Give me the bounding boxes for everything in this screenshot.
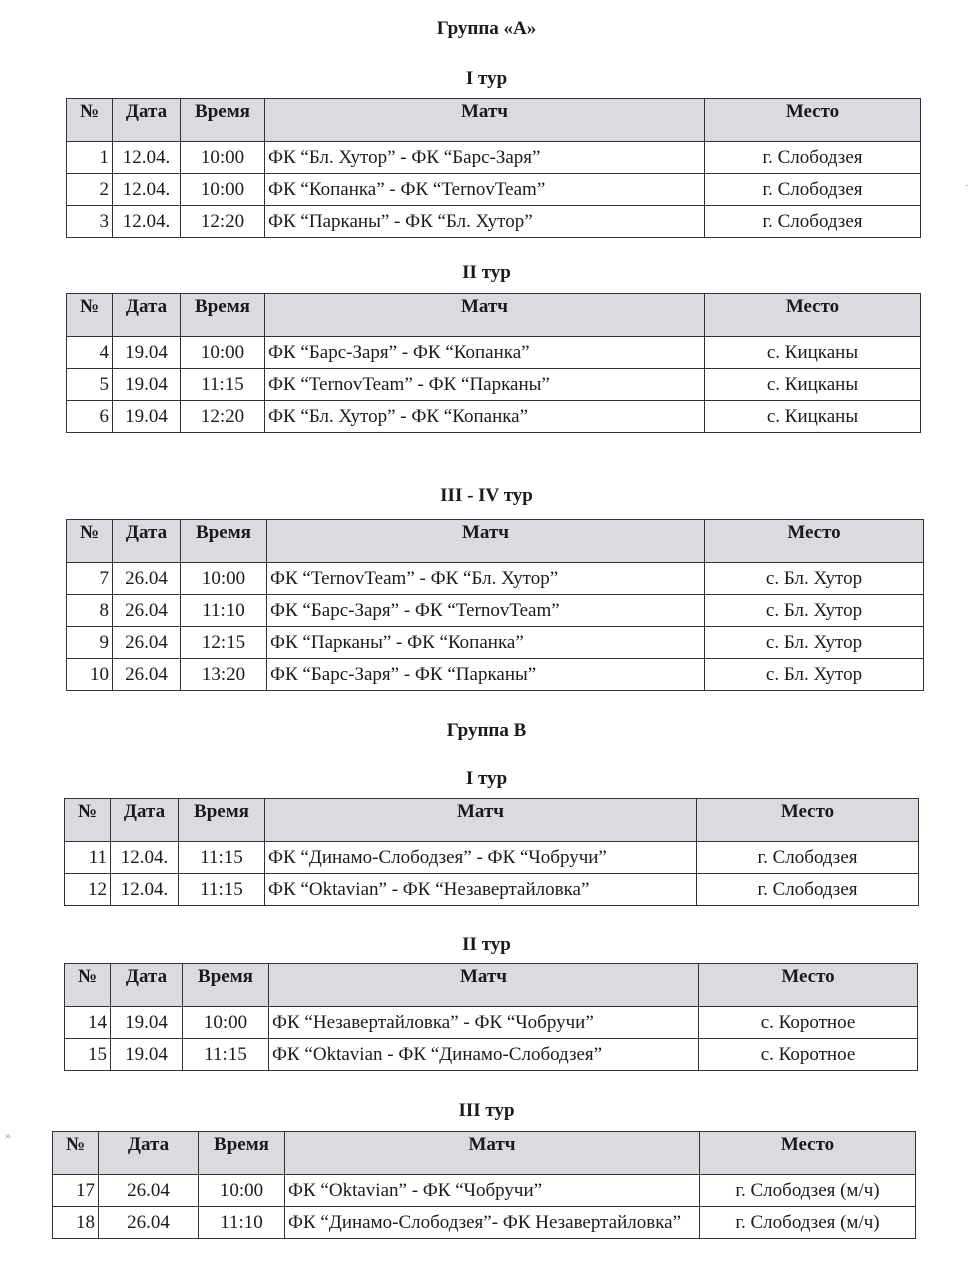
header-date: Дата: [99, 1132, 199, 1175]
header-date: Дата: [111, 964, 183, 1007]
row-place: с. Кицканы: [705, 369, 921, 401]
header-place: Место: [705, 99, 921, 142]
table-header-row: [67, 99, 921, 142]
row-place: с. Бл. Хутор: [705, 595, 924, 627]
row-date: 12.04.: [113, 142, 181, 174]
row-match: ФК “Незавертайловка” - ФК “Чобручи”: [269, 1007, 699, 1039]
group-b-title: Группа В: [446, 720, 527, 741]
row-place: с. Коротное: [699, 1007, 918, 1039]
row-time: 12:15: [181, 627, 267, 659]
row-place: г. Слободзея: [697, 842, 919, 874]
row-place: г. Слободзея: [697, 874, 919, 906]
table-row: [65, 1039, 918, 1071]
row-time: 10:00: [183, 1007, 269, 1039]
row-date: 19.04: [111, 1039, 183, 1071]
tour-title: III тур: [458, 1100, 515, 1121]
row-place: с. Бл. Хутор: [705, 659, 924, 691]
row-place: с. Коротное: [699, 1039, 918, 1071]
row-time: 11:15: [179, 842, 265, 874]
row-number: 10: [67, 659, 113, 691]
row-number: 3: [67, 206, 113, 238]
row-number: 11: [65, 842, 111, 874]
table-row: [67, 563, 924, 595]
row-number: 14: [65, 1007, 111, 1039]
table-header-row: [53, 1132, 916, 1175]
row-date: 26.04: [113, 595, 181, 627]
header-number: №: [67, 520, 113, 563]
header-place: Место: [700, 1132, 916, 1175]
table-header-row: [67, 294, 921, 337]
row-time: 10:00: [181, 174, 265, 206]
header-date: Дата: [113, 294, 181, 337]
header-number: №: [67, 294, 113, 337]
header-place: Место: [699, 964, 918, 1007]
row-number: 17: [53, 1175, 99, 1207]
schedule-table: [64, 963, 918, 1071]
header-number: №: [65, 964, 111, 1007]
row-date: 19.04: [113, 369, 181, 401]
table-row: [65, 874, 919, 906]
tour-title: I тур: [465, 68, 508, 89]
schedule-table: [52, 1131, 916, 1239]
row-number: 5: [67, 369, 113, 401]
row-number: 1: [67, 142, 113, 174]
row-match: ФК “Бл. Хутор” - ФК “Копанка”: [265, 401, 705, 433]
row-time: 13:20: [181, 659, 267, 691]
row-time: 10:00: [199, 1175, 285, 1207]
row-date: 19.04: [113, 401, 181, 433]
row-date: 19.04: [113, 337, 181, 369]
header-date: Дата: [113, 99, 181, 142]
row-number: 12: [65, 874, 111, 906]
table-row: [67, 142, 921, 174]
row-date: 26.04: [99, 1175, 199, 1207]
table-row: [67, 659, 924, 691]
row-place: г. Слободзея: [705, 206, 921, 238]
row-place: г. Слободзея (м/ч): [700, 1207, 916, 1239]
header-time: Время: [181, 520, 267, 563]
row-number: 8: [67, 595, 113, 627]
row-place: с. Бл. Хутор: [705, 627, 924, 659]
tour-title: I тур: [465, 768, 508, 789]
header-match: Матч: [265, 799, 697, 842]
row-match: ФК “Динамо-Слободзея”- ФК Незавертайловка”: [285, 1207, 700, 1239]
row-match: ФК “Динамо-Слободзея” - ФК “Чобручи”: [265, 842, 697, 874]
row-match: ФК “TernovTeam” - ФК “Парканы”: [265, 369, 705, 401]
table-row: [65, 842, 919, 874]
row-number: 9: [67, 627, 113, 659]
row-match: ФК “Копанка” - ФК “TernovTeam”: [265, 174, 705, 206]
header-number: №: [67, 99, 113, 142]
header-number: №: [65, 799, 111, 842]
table-row: [65, 1007, 918, 1039]
row-match: ФК “Oktavian” - ФК “Чобручи”: [285, 1175, 700, 1207]
table-row: [67, 627, 924, 659]
table-row: [53, 1207, 916, 1239]
row-time: 10:00: [181, 563, 267, 595]
row-match: ФК “Парканы” - ФК “Бл. Хутор”: [265, 206, 705, 238]
row-place: г. Слободзея (м/ч): [700, 1175, 916, 1207]
row-number: 2: [67, 174, 113, 206]
row-time: 11:10: [181, 595, 267, 627]
row-time: 10:00: [181, 142, 265, 174]
table-row: [67, 337, 921, 369]
table-row: [53, 1175, 916, 1207]
table-header-row: [65, 964, 918, 1007]
table-row: [67, 369, 921, 401]
schedule-table: [64, 798, 919, 906]
table-row: [67, 206, 921, 238]
row-date: 12.04.: [113, 206, 181, 238]
header-time: Время: [181, 99, 265, 142]
header-place: Место: [697, 799, 919, 842]
schedule-table: [66, 293, 921, 433]
tour-title: II тур: [462, 262, 511, 283]
table-header-row: [65, 799, 919, 842]
row-time: 12:20: [181, 401, 265, 433]
scan-mark: ·: [965, 178, 969, 192]
row-time: 11:15: [181, 369, 265, 401]
row-time: 12:20: [181, 206, 265, 238]
row-match: ФК “Бл. Хутор” - ФК “Барс-Заря”: [265, 142, 705, 174]
row-time: 10:00: [181, 337, 265, 369]
row-place: с. Бл. Хутор: [705, 563, 924, 595]
row-place: г. Слободзея: [705, 174, 921, 206]
row-match: ФК “Парканы” - ФК “Копанка”: [267, 627, 705, 659]
row-time: 11:10: [199, 1207, 285, 1239]
header-time: Время: [183, 964, 269, 1007]
header-match: Матч: [265, 99, 705, 142]
row-time: 11:15: [183, 1039, 269, 1071]
group-a-title: Группа «А»: [436, 18, 537, 39]
row-match: ФК “Oktavian” - ФК “Незавертайловка”: [265, 874, 697, 906]
row-date: 26.04: [99, 1207, 199, 1239]
row-date: 26.04: [113, 627, 181, 659]
schedule-table: [66, 519, 924, 691]
header-number: №: [53, 1132, 99, 1175]
schedule-table: [66, 98, 921, 238]
header-match: Матч: [265, 294, 705, 337]
row-date: 26.04: [113, 659, 181, 691]
table-row: [67, 595, 924, 627]
table-row: [67, 401, 921, 433]
header-place: Место: [705, 294, 921, 337]
row-match: ФК “Oktavian - ФК “Динамо-Слободзея”: [269, 1039, 699, 1071]
row-match: ФК “TernovTeam” - ФК “Бл. Хутор”: [267, 563, 705, 595]
header-match: Матч: [267, 520, 705, 563]
tour-title: II тур: [462, 934, 511, 955]
table-header-row: [67, 520, 924, 563]
header-date: Дата: [111, 799, 179, 842]
row-number: 15: [65, 1039, 111, 1071]
row-number: 18: [53, 1207, 99, 1239]
row-number: 6: [67, 401, 113, 433]
row-number: 7: [67, 563, 113, 595]
row-date: 26.04: [113, 563, 181, 595]
row-place: г. Слободзея: [705, 142, 921, 174]
row-date: 12.04.: [113, 174, 181, 206]
row-date: 12.04.: [111, 842, 179, 874]
header-time: Время: [199, 1132, 285, 1175]
table-row: [67, 174, 921, 206]
row-place: с. Кицканы: [705, 401, 921, 433]
header-date: Дата: [113, 520, 181, 563]
row-date: 12.04.: [111, 874, 179, 906]
tour-title: III - IV тур: [440, 485, 533, 506]
header-place: Место: [705, 520, 924, 563]
row-match: ФК “Барс-Заря” - ФК “Копанка”: [265, 337, 705, 369]
row-place: с. Кицканы: [705, 337, 921, 369]
row-time: 11:15: [179, 874, 265, 906]
row-match: ФК “Барс-Заря” - ФК “TernovTeam”: [267, 595, 705, 627]
header-time: Время: [181, 294, 265, 337]
row-number: 4: [67, 337, 113, 369]
header-match: Матч: [285, 1132, 700, 1175]
scan-mark: »: [5, 1128, 11, 1142]
header-match: Матч: [269, 964, 699, 1007]
header-time: Время: [179, 799, 265, 842]
row-date: 19.04: [111, 1007, 183, 1039]
row-match: ФК “Барс-Заря” - ФК “Парканы”: [267, 659, 705, 691]
